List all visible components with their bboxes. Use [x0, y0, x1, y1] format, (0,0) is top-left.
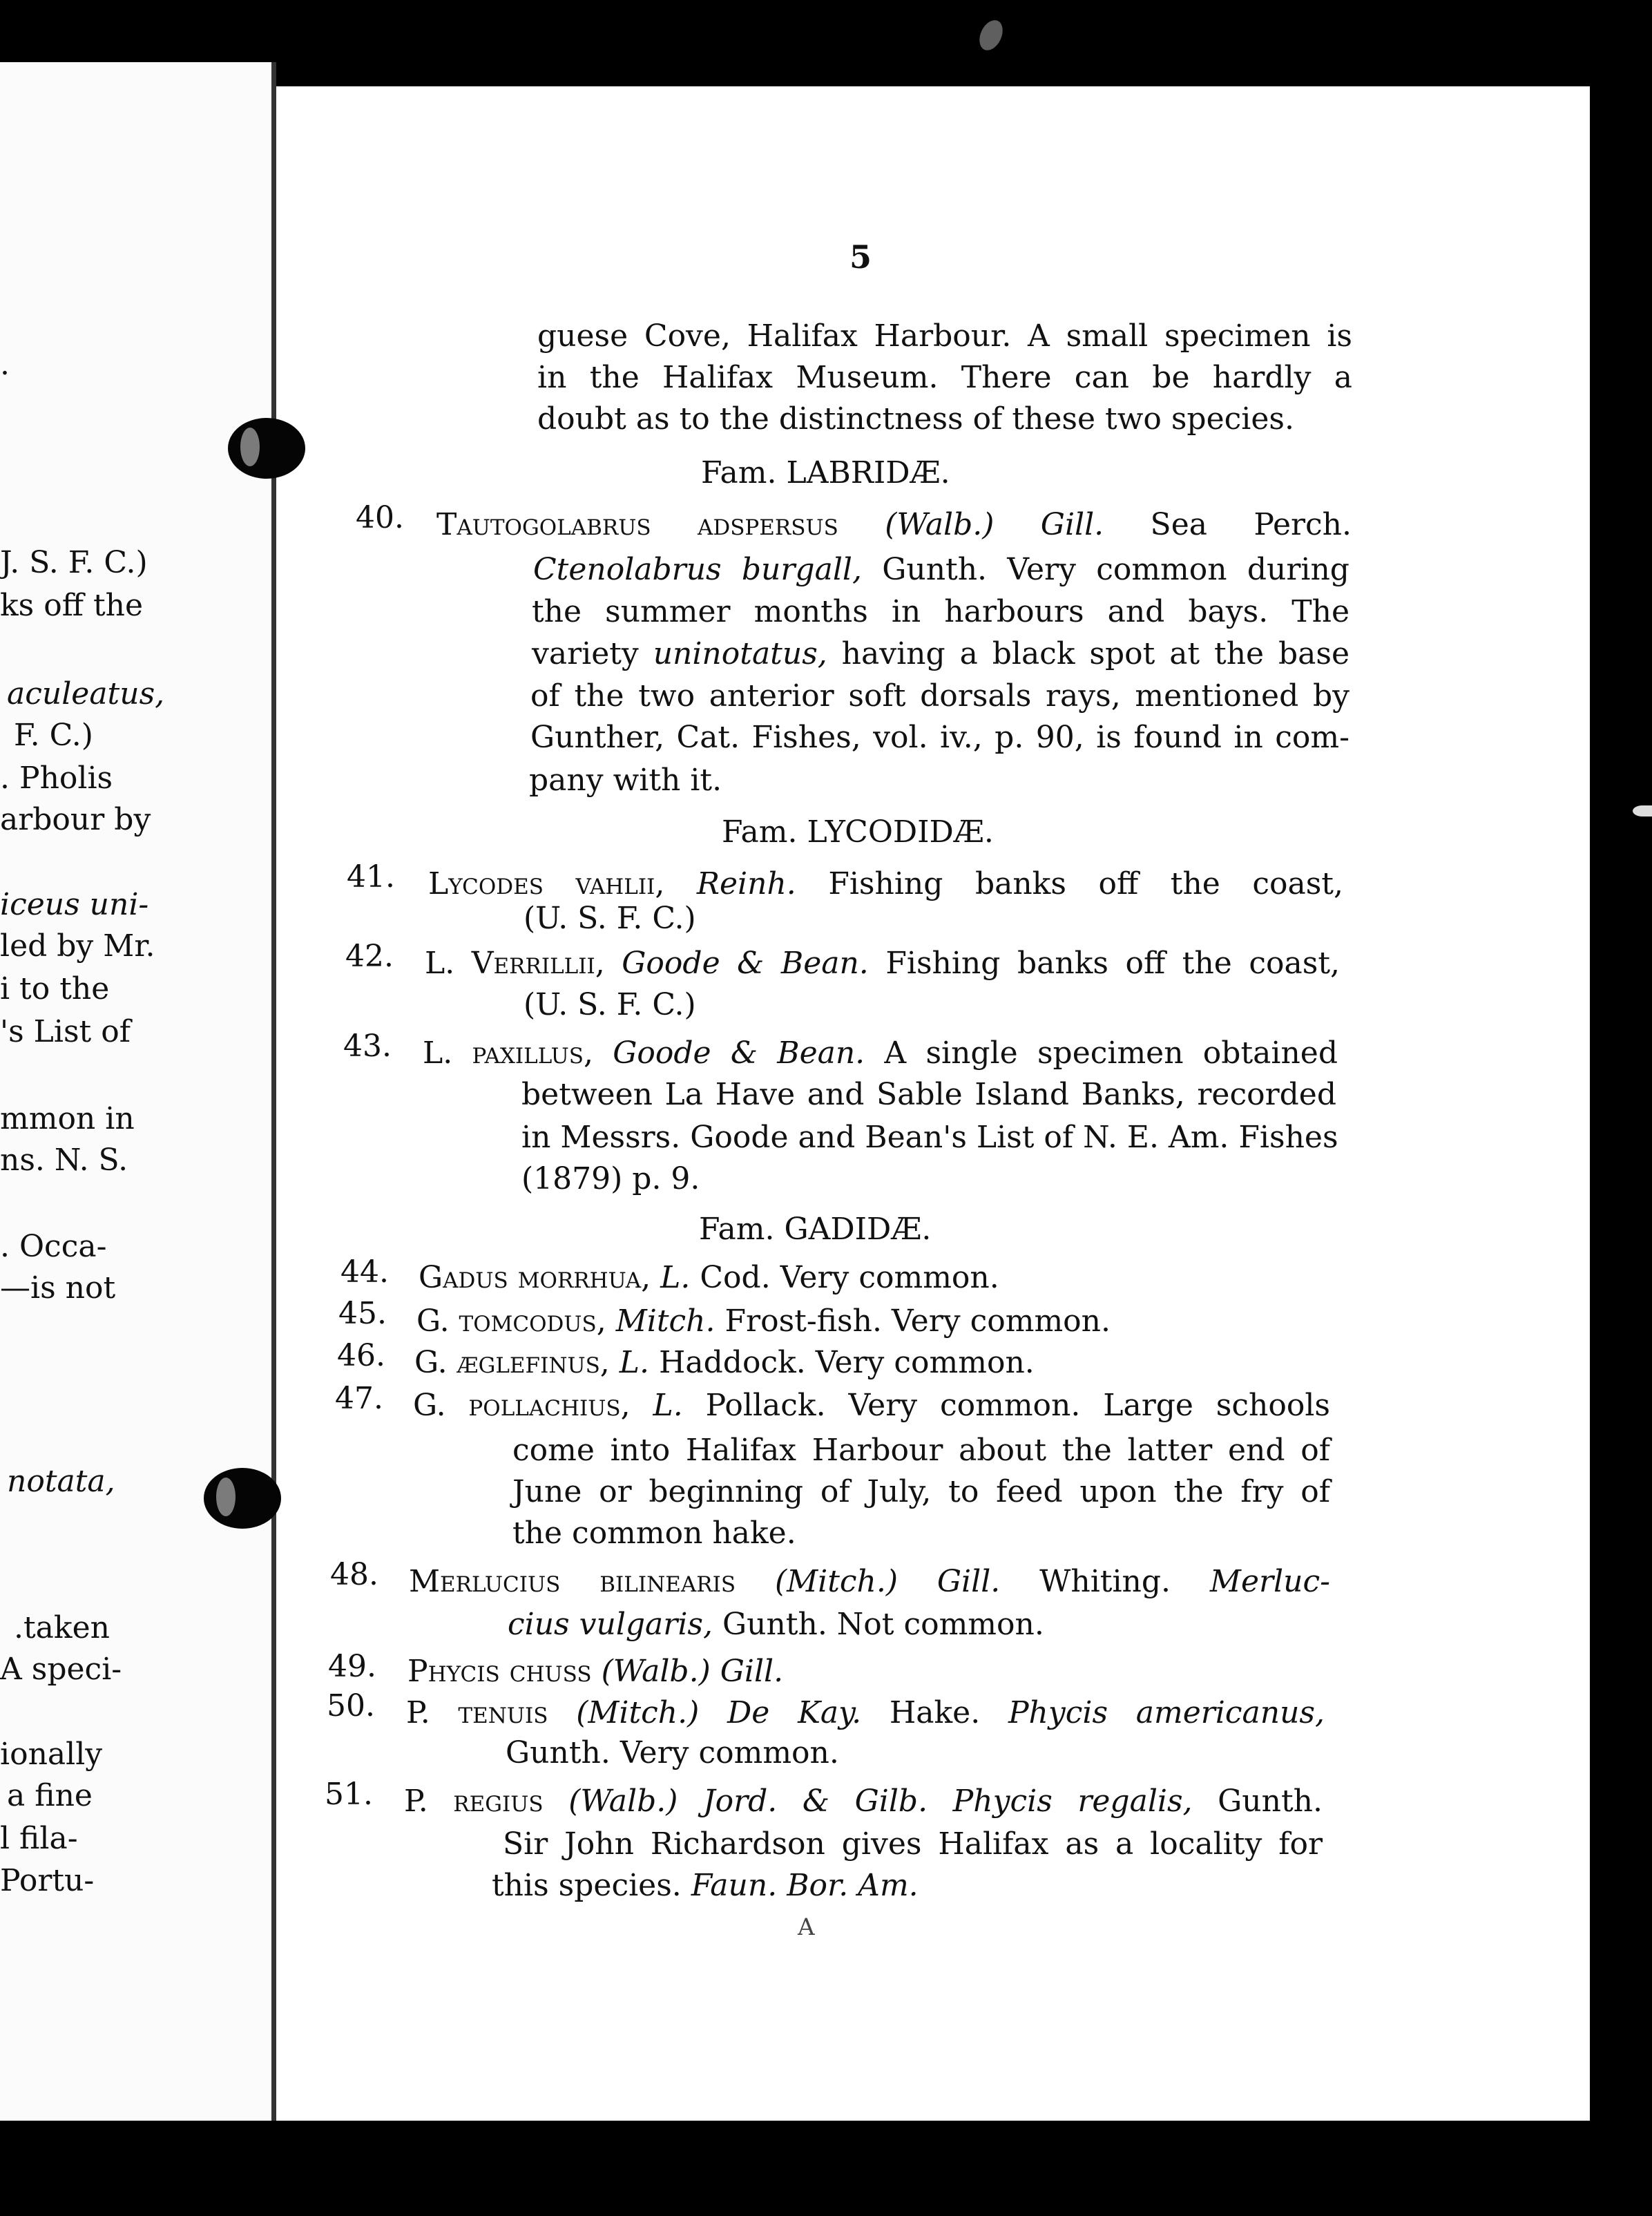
text-line: guese Cove, Halifax Harbour. A small specimen is — [537, 318, 1352, 354]
entry-text: Pollack. Very common. Large schools — [705, 1388, 1330, 1423]
entry-line — [404, 1781, 1323, 1822]
facing-page-fragment: arbour by — [0, 802, 151, 837]
entry-line: (U. S. F. C.) — [524, 987, 696, 1022]
entry-line — [414, 1342, 1035, 1384]
facing-page — [0, 62, 273, 2121]
entry-line — [413, 1385, 1330, 1426]
species-author: Goode & Bean. — [622, 946, 869, 981]
entry-line — [532, 633, 1350, 675]
facing-page-fragment: J. S. F. C.) — [0, 545, 148, 580]
entry-line — [419, 1257, 999, 1299]
entry-line: of the two anterior soft dorsals rays, mentioned by — [530, 678, 1350, 714]
entry-number: 42. — [345, 939, 394, 974]
facing-page-fragment: A speci- — [0, 1652, 122, 1687]
entry-line: pany with it. — [529, 763, 722, 798]
entry-text: having a black spot at the base — [841, 636, 1350, 671]
species-author: (Mitch.) De Kay. — [576, 1695, 862, 1730]
species-author: (Walb.) Gill. — [885, 507, 1104, 542]
entry-text: Cod. Very common. — [700, 1260, 999, 1295]
entry-line — [508, 1604, 1044, 1645]
entry-text: Gunth. — [1218, 1784, 1323, 1819]
page-gutter — [271, 62, 276, 2121]
species-author: Reinh. — [696, 866, 796, 901]
entry-text: this species. — [492, 1868, 682, 1903]
species-name: P. tenuis — [406, 1695, 548, 1730]
family-heading: Fam. LABRIDÆ. — [701, 455, 950, 490]
entry-line: the common hake. — [512, 1516, 796, 1551]
variety-name: uninotatus, — [653, 636, 827, 671]
facing-page-fragment: ns. N. S. — [0, 1143, 128, 1178]
entry-text: A single specimen obtained — [884, 1035, 1338, 1071]
entry-text: Whiting. — [1039, 1564, 1171, 1599]
entry-line — [533, 549, 1350, 591]
species-author: (Walb.) Gill. — [601, 1654, 784, 1689]
entry-line: Sir John Richardson gives Halifax as a locality for — [503, 1826, 1323, 1862]
facing-page-fragment: mmon in — [0, 1101, 135, 1136]
facing-page-fragment: F. C.) — [14, 718, 93, 753]
species-author: Mitch. — [615, 1303, 715, 1339]
facing-page-fragment: . Occa- — [0, 1229, 107, 1264]
facing-page-fragment: notata, — [7, 1464, 115, 1499]
synonym: Phycis americanus, — [1008, 1695, 1325, 1730]
synonym: Phycis regalis, — [952, 1784, 1193, 1819]
entry-text: Sea Perch. — [1150, 507, 1352, 542]
entry-number: 51. — [325, 1777, 373, 1812]
entry-line — [436, 504, 1352, 546]
entry-line: (U. S. F. C.) — [524, 901, 696, 936]
entry-line — [407, 1651, 783, 1692]
facing-page-fragment: aculeatus, — [7, 676, 165, 711]
entry-number: 46. — [337, 1338, 385, 1373]
entry-number: 48. — [330, 1557, 378, 1592]
entry-number: 44. — [340, 1254, 389, 1290]
entry-number: 47. — [335, 1381, 383, 1416]
scan-speck — [975, 17, 1008, 54]
facing-page-fragment: 's List of — [0, 1014, 131, 1049]
species-name: Gadus morrhua, — [419, 1260, 651, 1295]
facing-page-fragment: .taken — [14, 1610, 110, 1645]
species-name: Lycodes vahlii, — [428, 866, 665, 901]
entry-text: Hake. — [889, 1695, 981, 1730]
entry-line: between La Have and Sable Island Banks, recorded — [521, 1077, 1336, 1112]
species-author: L. — [660, 1260, 691, 1295]
facing-page-fragment: iceus uni- — [0, 887, 149, 922]
species-author: L. — [619, 1345, 650, 1380]
binding-hole — [204, 1468, 281, 1529]
entry-line — [423, 1033, 1338, 1074]
citation: Faun. Bor. Am. — [691, 1868, 919, 1903]
species-author: (Walb.) Jord. & Gilb. — [568, 1784, 928, 1819]
synonym: Merluc- — [1209, 1564, 1330, 1599]
facing-page-fragment: —is not — [0, 1270, 116, 1306]
facing-page-fragment: . — [0, 347, 10, 382]
entry-line: June or beginning of July, to feed upon the fry of — [512, 1474, 1330, 1509]
facing-page-fragment: ionally — [0, 1737, 103, 1772]
species-name: Merlucius bilinearis — [409, 1564, 736, 1599]
entry-line — [406, 1692, 1325, 1734]
facing-page-fragment: ks off the — [0, 588, 144, 623]
entry-line — [425, 943, 1340, 984]
entry-line: (1879) p. 9. — [521, 1161, 700, 1196]
family-heading: Fam. GADIDÆ. — [699, 1212, 932, 1247]
page-number: 5 — [849, 238, 872, 276]
species-name: G. tomcodus, — [416, 1303, 606, 1339]
synonym: Ctenolabrus burgall, — [533, 552, 862, 587]
species-name: L. paxillus, — [423, 1035, 593, 1071]
facing-page-fragment: Portu- — [0, 1863, 95, 1898]
entry-line: the summer months in harbours and bays. The — [532, 594, 1350, 629]
entry-text: Haddock. Very common. — [659, 1345, 1035, 1380]
species-name: L. Verrillii, — [425, 946, 605, 981]
entry-number: 43. — [343, 1029, 392, 1064]
entry-line: Gunth. Very common. — [506, 1735, 839, 1770]
entry-text: Fishing banks off the coast, — [828, 866, 1343, 901]
entry-text: Fishing banks off the coast, — [885, 946, 1340, 981]
species-name: G. æglefinus, — [414, 1345, 610, 1380]
entry-line: in Messrs. Goode and Bean's List of N. E. Am. Fishes — [521, 1120, 1338, 1155]
facing-page-fragment: i to the — [0, 971, 110, 1006]
species-author: L. — [653, 1388, 683, 1423]
species-name: Phycis chuss — [407, 1654, 592, 1689]
entry-number: 50. — [327, 1688, 375, 1723]
entry-text: Frost-fish. Very common. — [724, 1303, 1111, 1339]
species-author: (Mitch.) Gill. — [774, 1564, 1001, 1599]
species-name: Tautogolabrus adspersus — [436, 507, 838, 542]
species-name: P. regius — [404, 1784, 544, 1819]
text-line: doubt as to the distinctness of these two species. — [537, 401, 1294, 437]
species-name: G. pollachius, — [413, 1388, 631, 1423]
text-line: in the Halifax Museum. There can be hardly a — [537, 360, 1352, 395]
facing-page-fragment: a fine — [7, 1778, 93, 1813]
species-author: Goode & Bean. — [613, 1035, 865, 1071]
entry-line: Gunther, Cat. Fishes, vol. iv., p. 90, is found in com- — [530, 720, 1350, 755]
facing-page-fragment: l fila- — [0, 1821, 78, 1856]
binding-hole — [228, 418, 305, 479]
entry-number: 40. — [356, 500, 404, 535]
entry-line — [492, 1865, 919, 1907]
entry-number: 49. — [328, 1649, 376, 1684]
family-heading: Fam. LYCODIDÆ. — [722, 814, 994, 850]
entry-text: variety — [532, 636, 639, 671]
scan-speck — [1633, 805, 1652, 816]
facing-page-fragment: . Pholis — [0, 761, 113, 796]
entry-line — [416, 1301, 1111, 1342]
entry-number: 41. — [347, 859, 395, 895]
facing-page-fragment: led by Mr. — [0, 928, 155, 964]
entry-number: 45. — [338, 1296, 387, 1331]
entry-line — [409, 1561, 1330, 1603]
synonym: cius vulgaris, — [508, 1607, 713, 1642]
footer-mark: A — [798, 1913, 815, 1941]
entry-line: come into Halifax Harbour about the latter end of — [512, 1433, 1330, 1468]
entry-text: Gunth. Not common. — [722, 1607, 1044, 1642]
entry-text: Gunth. Very common during — [882, 552, 1350, 587]
